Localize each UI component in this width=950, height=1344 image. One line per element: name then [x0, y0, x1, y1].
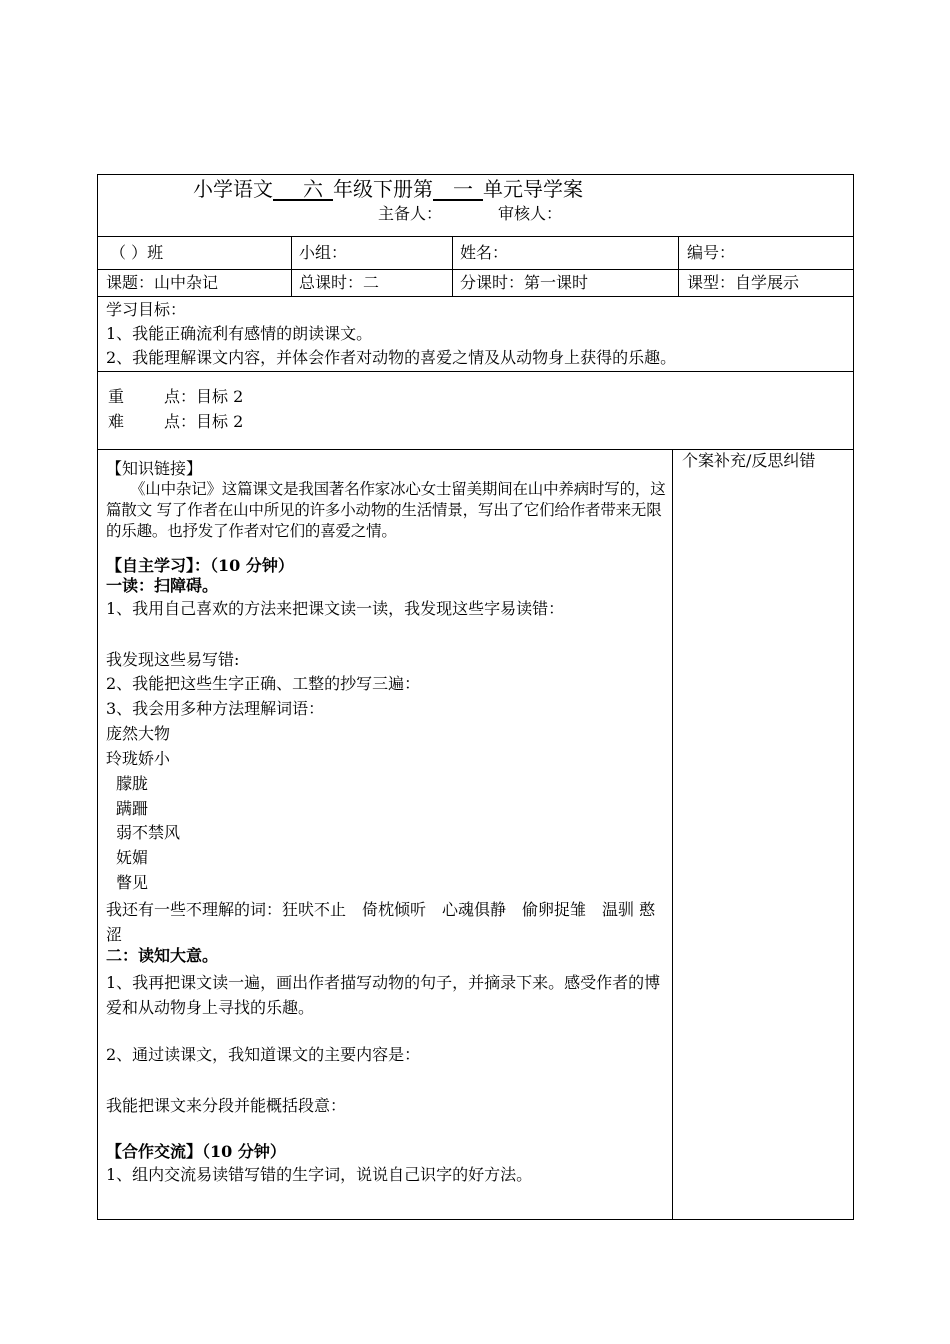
lesson-type-label: 课型：自学展示: [687, 273, 800, 292]
class-label: （ ）班: [110, 243, 164, 262]
reflection-heading: 个案补充/反思纠错: [682, 451, 816, 470]
total-hours-label: 总课时：二: [299, 273, 380, 292]
knowledge-heading: 【知识链接】: [106, 459, 203, 478]
cooperation-heading: 【合作交流】（10 分钟）: [106, 1142, 286, 1161]
cooperation-question-1: 1、组内交流易读错写错的生字词，说说自己识字的好方法。: [106, 1165, 533, 1184]
knowledge-text: 《山中杂记》这篇课文是我国著名作家冰心女士留美期间在山中养病时写的，这篇散文 写了作者在山中所见的许多小动物的生活情景，写出了它们给作者带来无限的乐趣。也抒发了作者对它们的喜爱之情。: [106, 480, 666, 540]
number-label: 编号：: [687, 243, 736, 262]
vocab-word: 朦胧: [116, 774, 149, 793]
vocab-word: 蹒跚: [116, 799, 149, 818]
difficult-point-label: 难: [108, 412, 125, 431]
vocab-word: 玲珑娇小: [106, 749, 171, 768]
preparer-label: 主备人：: [378, 204, 443, 223]
goal-item: 1、我能正确流利有感情的朗读课文。: [106, 324, 373, 343]
vocab-word: 庞然大物: [106, 724, 171, 743]
reviewer-label: 审核人：: [498, 204, 563, 223]
difficult-point-text: 点：目标 2: [164, 412, 244, 431]
group-label: 小组：: [299, 243, 348, 262]
lesson-label: 分课时：第一课时: [460, 273, 589, 292]
read2-question-2: 2、通过读课文，我知道课文的主要内容是：: [106, 1045, 421, 1064]
vocab-word: 妩媚: [116, 848, 149, 867]
question-2: 2、我能把这些生字正确、工整的抄写三遍：: [106, 674, 421, 693]
row-divider: [98, 236, 853, 237]
goal-item: 2、我能理解课文内容，并体会作者对动物的喜爱之情及从动物身上获得的乐趣。: [106, 348, 677, 367]
row-divider: [98, 269, 853, 270]
question-1: 1、我用自己喜欢的方法来把课文读一读，我发现这些字易读错：: [106, 599, 565, 618]
topic-label: 课题：山中杂记: [106, 273, 219, 292]
column-divider: [678, 236, 679, 296]
vocab-word: 弱不禁风: [116, 823, 181, 842]
key-point-label: 重: [108, 387, 125, 406]
read2-heading: 二：读知大意。: [106, 946, 219, 965]
read2-question-3: 我能把课文来分段并能概括段意：: [106, 1096, 347, 1115]
page-title: 小学语文___六_年级下册第__一_单元导学案: [193, 177, 583, 201]
question-1b: 我发现这些易写错:: [106, 650, 240, 669]
vocab-word: 瞥见: [116, 873, 149, 892]
study-plan-table: [97, 174, 854, 1220]
unknown-words: 我还有一些不理解的词：狂吠不止 倚枕倾听 心魂俱静 偷卵捉雏 温驯 憨涩: [106, 900, 656, 944]
read2-question-1: 1、我再把课文读一遍，画出作者描写动物的句子，并摘录下来。感受作者的博爱和从动物身上寻找的乐趣。: [106, 973, 661, 1017]
column-divider: [672, 449, 673, 1220]
question-3: 3、我会用多种方法理解词语：: [106, 699, 325, 718]
read1-heading: 一读：扫障碍。: [106, 576, 219, 595]
column-divider: [452, 236, 453, 296]
goals-heading: 学习目标：: [106, 300, 187, 319]
name-label: 姓名：: [460, 243, 509, 262]
column-divider: [291, 236, 292, 296]
row-divider: [98, 371, 853, 372]
row-divider: [98, 296, 853, 297]
key-point-text: 点：目标 2: [164, 387, 244, 406]
self-study-heading: 【自主学习】：（10 分钟）: [106, 556, 294, 575]
